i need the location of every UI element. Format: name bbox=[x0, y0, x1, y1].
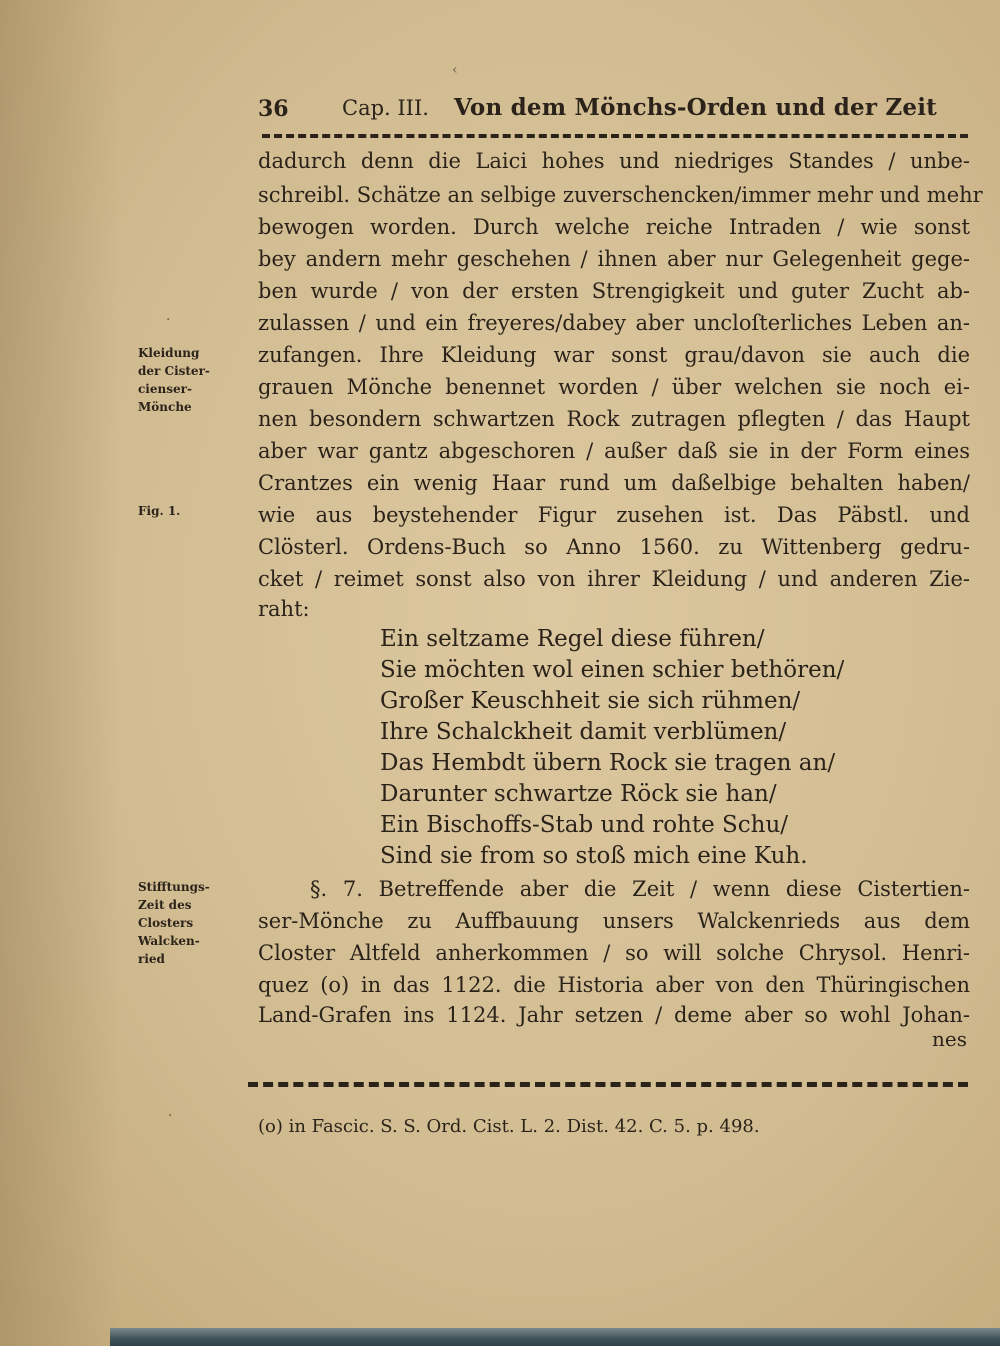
verse-line: Ihre Schalckheit damit verblümen/ bbox=[380, 719, 787, 745]
body-line: bey andern mehr geschehen / ihnen aber nur Gelegenheit gege- bbox=[258, 247, 970, 271]
section-paragraph-line: quez (o) in das 1122. die Historia aber von den Thüringischen bbox=[258, 973, 970, 997]
verse-line: Ein seltzame Regel diese führen/ bbox=[380, 626, 765, 652]
section-paragraph-line: Closter Altfeld anherkommen / so will solche Chrysol. Henri- bbox=[258, 941, 970, 965]
margin-note-figure: Fig. 1. bbox=[138, 504, 181, 518]
body-line: Clösterl. Ordens-Buch so Anno 1560. zu Wittenberg gedru- bbox=[258, 535, 970, 559]
print-speck: · bbox=[166, 312, 171, 328]
chapter-label: Cap. III. bbox=[342, 96, 429, 120]
verse-line: Sind sie from so stoß mich eine Kuh. bbox=[380, 843, 808, 869]
verse-line: Darunter schwartze Röck sie han/ bbox=[380, 781, 777, 807]
header-rule bbox=[262, 134, 968, 138]
margin-note-line: Stifftungs- bbox=[138, 880, 210, 894]
body-line: ben wurde / von der ersten Strengigkeit und guter Zucht ab- bbox=[258, 279, 970, 303]
page-bottom-edge bbox=[110, 1328, 1000, 1346]
body-line: nen besondern schwartzen Rock zutragen pflegten / das Haupt bbox=[258, 407, 970, 431]
body-line: zulassen / und ein freyeres/dabey aber uncloſterliches Leben an- bbox=[258, 311, 970, 335]
margin-note-line: Mönche bbox=[138, 400, 192, 414]
print-speck: · bbox=[168, 1108, 173, 1124]
running-header bbox=[258, 92, 937, 132]
body-line: dadurch denn die Laici hohes und niedriges Standes / unbe- bbox=[258, 149, 970, 173]
body-line: Crantzes ein wenig Haar rund um daßelbige behalten haben/ bbox=[258, 471, 970, 495]
margin-note-line: Kleidung bbox=[138, 346, 200, 360]
body-line: wie aus beystehender Figur zusehen ist. Das Päbstl. und bbox=[258, 503, 970, 527]
body-line: zufangen. Ihre Kleidung war sonst grau/davon sie auch die bbox=[258, 343, 970, 367]
body-line: bewogen worden. Durch welche reiche Intraden / wie sonst bbox=[258, 215, 970, 239]
margin-note-stiftung bbox=[138, 878, 246, 968]
margin-note-line: Closters bbox=[138, 916, 194, 930]
margin-note-line: Walcken- bbox=[138, 934, 200, 948]
page-gutter-shadow bbox=[0, 0, 120, 1346]
section-paragraph-line: §. 7. Betreffende aber die Zeit / wenn diese Cistertien- bbox=[310, 877, 970, 901]
body-line: aber war gantz abgeschoren / außer daß sie in der Form eines bbox=[258, 439, 970, 463]
verse-line: Großer Keuschheit sie sich rühmen/ bbox=[380, 688, 801, 714]
running-title: Von dem Mönchs-Orden und der Zeit bbox=[454, 94, 937, 121]
margin-note-line: Zeit des bbox=[138, 898, 192, 912]
verse-line: Das Hembdt übern Rock sie tragen an/ bbox=[380, 750, 836, 776]
body-line: grauen Mönche benennet worden / über welchen sie noch ei- bbox=[258, 375, 970, 399]
section-paragraph-line: ser-Mönche zu Auffbauung unsers Walckenrieds aus dem bbox=[258, 909, 970, 933]
body-line: raht: bbox=[258, 597, 310, 621]
footnote-rule bbox=[248, 1082, 968, 1087]
margin-note-kleidung bbox=[138, 344, 246, 416]
margin-note-line: cienser- bbox=[138, 382, 192, 396]
margin-note-line: der Cister- bbox=[138, 364, 210, 378]
section-paragraph-line: Land-Grafen ins 1124. Jahr setzen / deme aber so wohl Johan- bbox=[258, 1003, 970, 1027]
catchword: nes bbox=[932, 1027, 967, 1051]
verse-line: Ein Bischoffs-Stab und rohte Schu/ bbox=[380, 812, 789, 838]
footnote: (o) in Fascic. S. S. Ord. Cist. L. 2. Dist. 42. C. 5. p. 498. bbox=[258, 1116, 760, 1137]
page-number: 36 bbox=[258, 96, 289, 122]
verse-line: Sie möchten wol einen schier bethören/ bbox=[380, 657, 845, 683]
body-line: schreibl. Schätze an selbige zuverschencken/immer mehr und mehr bbox=[258, 183, 983, 207]
print-speck: ‹ bbox=[452, 62, 458, 78]
body-line: cket / reimet sonst also von ihrer Kleidung / und anderen Zie- bbox=[258, 567, 970, 591]
margin-note-line: ried bbox=[138, 952, 165, 966]
